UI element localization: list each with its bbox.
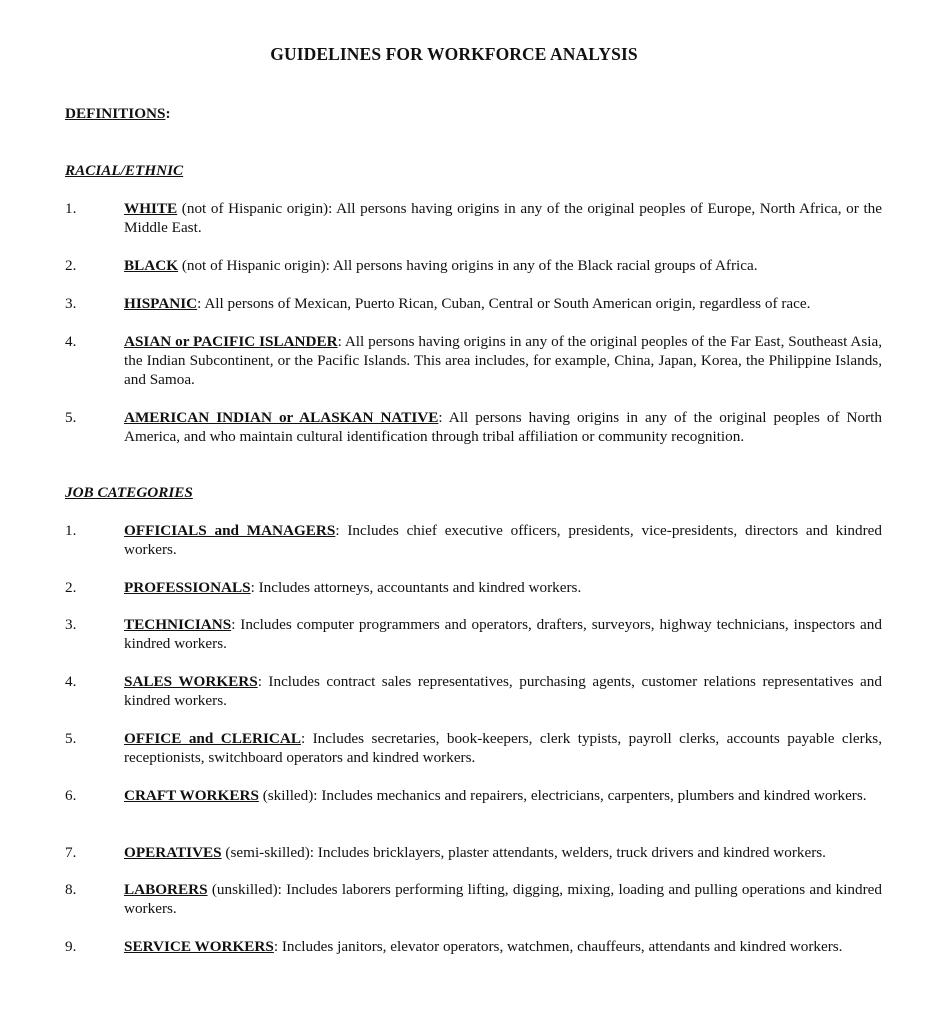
job-item-professionals — [65, 578, 882, 597]
definition-text: (unskilled): Includes laborers performing lifting, digging, mixing, loading and pulling operations and kindred workers. — [124, 881, 882, 917]
term: CRAFT WORKERS — [124, 787, 259, 804]
page-title: GUIDELINES FOR WORKFORCE ANALYSIS — [270, 44, 638, 64]
term: WHITE — [124, 200, 178, 217]
definition-text: (not of Hispanic origin): All persons having origins in any of the original peoples of Europe, North Africa, or the Middle East. — [124, 200, 882, 236]
term: AMERICAN INDIAN or ALASKAN NATIVE — [124, 409, 439, 426]
definition-text: : Includes attorneys, accountants and kindred workers. — [250, 579, 582, 596]
racial-item-hispanic — [65, 294, 882, 313]
list-number: 2. — [65, 257, 77, 274]
definition-text: (skilled): Includes mechanics and repairers, electricians, carpenters, plumbers and kindred workers. — [258, 787, 867, 804]
list-number: 6. — [65, 787, 77, 804]
definitions-heading — [65, 104, 171, 123]
job-item-sales — [65, 672, 882, 710]
list-number: 5. — [65, 730, 77, 747]
racial-item-black — [65, 256, 882, 275]
list-number: 1. — [65, 522, 77, 539]
list-number: 2. — [65, 579, 77, 596]
definitions-heading-colon: : — [165, 105, 171, 122]
list-number: 1. — [65, 200, 77, 217]
definition-text: : All persons having origins in any of the original peoples of North America, and who maintain cultural identification through tribal affiliation or community recognition. — [124, 409, 882, 445]
list-number: 4. — [65, 673, 77, 690]
job-item-technicians — [65, 615, 882, 653]
racial-item-asian — [65, 332, 882, 389]
job-item-officials — [65, 521, 882, 559]
list-number: 7. — [65, 844, 77, 861]
list-number: 3. — [65, 616, 77, 633]
term: SALES WORKERS — [124, 673, 258, 690]
term: OFFICIALS and MANAGERS — [124, 522, 336, 539]
term: BLACK — [124, 257, 179, 274]
term: OFFICE and CLERICAL — [124, 730, 301, 747]
list-number: 3. — [65, 295, 77, 312]
term: LABORERS — [124, 881, 208, 898]
term: TECHNICIANS — [124, 616, 232, 633]
racial-item-american-indian — [65, 408, 882, 446]
racial-ethnic-heading: RACIAL/ETHNIC — [65, 162, 184, 179]
list-number: 4. — [65, 333, 77, 350]
job-item-office-clerical — [65, 729, 882, 767]
job-categories-heading: JOB CATEGORIES — [65, 484, 193, 501]
list-number: 9. — [65, 938, 77, 955]
term: SERVICE WORKERS — [124, 938, 274, 955]
definition-text: : Includes computer programmers and operators, drafters, surveyors, highway technicians, inspectors and kindred workers. — [124, 616, 882, 652]
list-number: 5. — [65, 409, 77, 426]
job-item-craft — [65, 786, 882, 805]
job-item-operatives — [65, 843, 882, 862]
term: ASIAN or PACIFIC ISLANDER — [124, 333, 338, 350]
definition-text: (not of Hispanic origin): All persons having origins in any of the Black racial groups of Africa. — [178, 257, 758, 274]
definition-text: (semi-skilled): Includes bricklayers, plaster attendants, welders, truck drivers and kindred workers. — [221, 844, 826, 861]
job-item-service — [65, 937, 882, 956]
term: OPERATIVES — [124, 844, 222, 861]
racial-item-white — [65, 199, 882, 237]
definition-text: : Includes secretaries, book-keepers, clerk typists, payroll clerks, accounts payable clerks, receptionists, switchboard operators and kindred workers. — [124, 730, 882, 766]
definition-text: : Includes contract sales representatives, purchasing agents, customer relations representatives and kindred workers. — [124, 673, 882, 709]
definition-text: : All persons of Mexican, Puerto Rican, Cuban, Central or South American origin, regardless of race. — [197, 295, 811, 312]
definition-text: : Includes janitors, elevator operators, watchmen, chauffeurs, attendants and kindred workers. — [273, 938, 843, 955]
term: PROFESSIONALS — [124, 579, 251, 596]
list-number: 8. — [65, 881, 77, 898]
term: HISPANIC — [124, 295, 198, 312]
definition-text: : Includes chief executive officers, presidents, vice-presidents, directors and kindred workers. — [124, 522, 882, 558]
definition-text: : All persons having origins in any of the original peoples of the Far East, Southeast Asia, the Indian Subcontinent, or the Pacific Islands. This area includes, for example, China, Japan, Korea, the Philippine Islands, and Samoa. — [124, 333, 883, 388]
job-item-laborers — [65, 880, 882, 918]
definitions-heading-text: DEFINITIONS — [65, 105, 166, 122]
